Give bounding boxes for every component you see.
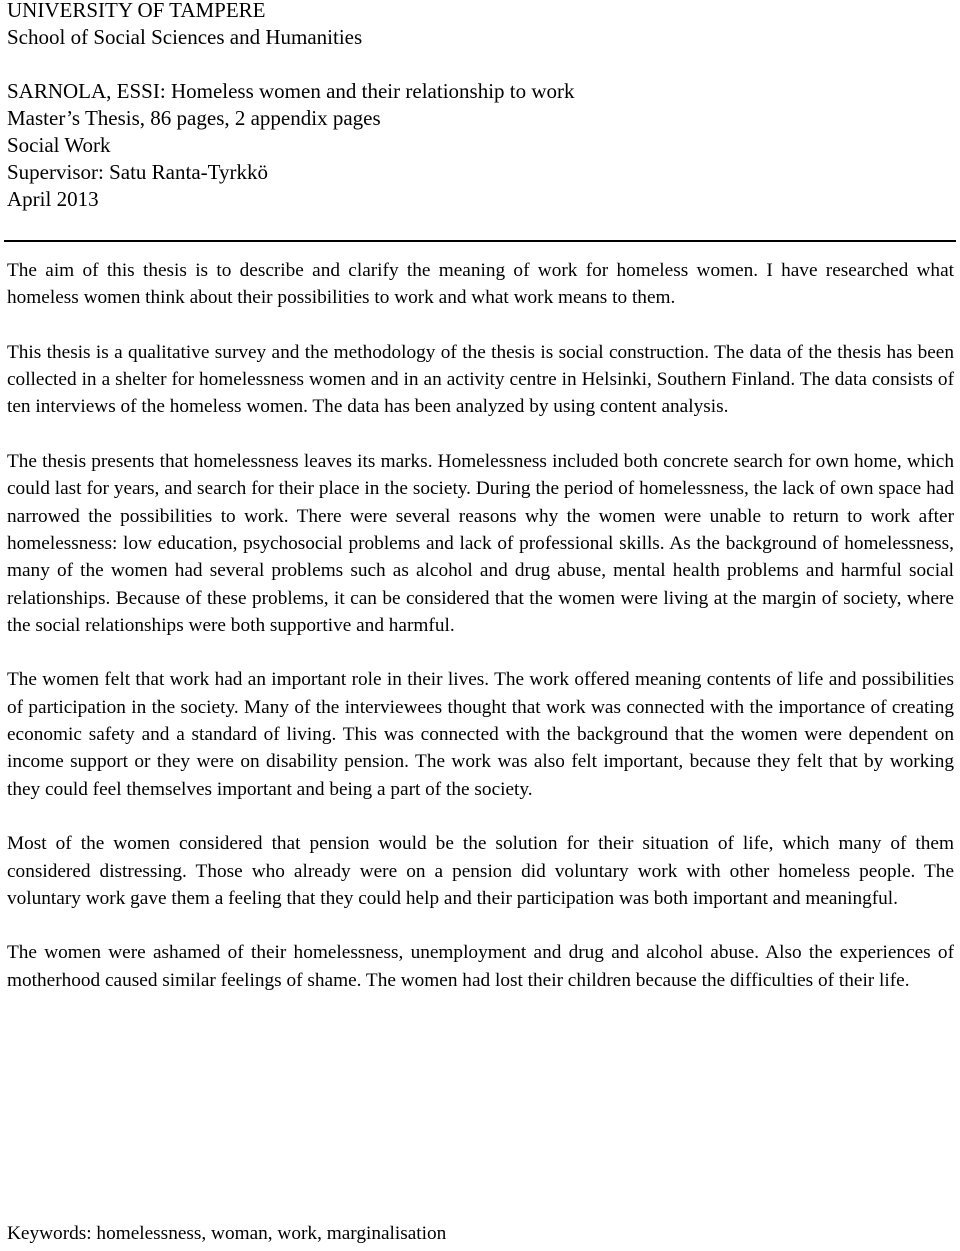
title-block [7, 0, 947, 213]
author-and-title: SARNOLA, ESSI: Homeless women and their relationship to work [7, 79, 575, 103]
subject: Social Work [7, 133, 111, 157]
thesis-info: Master’s Thesis, 86 pages, 2 appendix pages [7, 106, 381, 130]
abstract-body [7, 257, 954, 1021]
header-spacer [7, 51, 947, 78]
supervisor: Supervisor: Satu Ranta-Tyrkkö [7, 160, 268, 184]
abstract-paragraph-role-of-work: The women felt that work had an important role in their lives. The work offered meaning contents of life and possibilities of participation in the society. Many of the interviewees thought that work was connected with the importance of creating economic safety and a standard of living. This was connected with the background that the women were dependent on income support or they were on disability pension. The work was also felt important, because they felt that by working they could feel themselves important and being a part of the society. [7, 669, 954, 800]
header-divider [4, 240, 956, 242]
university-name: UNIVERSITY OF TAMPERE [7, 0, 266, 22]
abstract-paragraph-aim: The aim of this thesis is to describe and clarify the meaning of work for homeless women. I have researched what homeless women think about their possibilities to work and what work means to them. [7, 260, 954, 309]
school-name: School of Social Sciences and Humanities [7, 25, 363, 49]
abstract-paragraph-shame: The women were ashamed of their homelessness, unemployment and drug and alcohol abuse. Also the experiences of motherhood caused similar feelings of shame. The women had lost their children because the difficulties of their life. [7, 942, 954, 991]
keywords-line: Keywords: homelessness, woman, work, marginalisation [7, 1223, 447, 1244]
date: April 2013 [7, 187, 99, 211]
abstract-paragraph-pension: Most of the women considered that pension would be the solution for their situation of life, which many of them considered distressing. Those who already were on a pension did voluntary work with other homeless people. The voluntary work gave them a feeling that they could help and their participation was both important and meaningful. [7, 833, 954, 909]
abstract-paragraph-findings: The thesis presents that homelessness leaves its marks. Homelessness included both concrete search for own home, which could last for years, and search for their place in the society. During the period of homelessness, the lack of own space had narrowed the possibilities to work. There were several reasons why the women were unable to return to work after homelessness: low education, psychosocial problems and lack of professional skills. As the background of homelessness, many of the women had several problems such as alcohol and drug abuse, mental health problems and harmful social relationships. Because of these problems, it can be considered that the women were living at the margin of society, where the social relationships were both supportive and harmful. [7, 451, 954, 636]
abstract-paragraph-methodology: This thesis is a qualitative survey and the methodology of the thesis is social construction. The data of the thesis has been collected in a shelter for homelessness women and in an activity centre in Helsinki, Southern Finland. The data consists of ten interviews of the homeless women. The data has been analyzed by using content analysis. [7, 341, 954, 418]
